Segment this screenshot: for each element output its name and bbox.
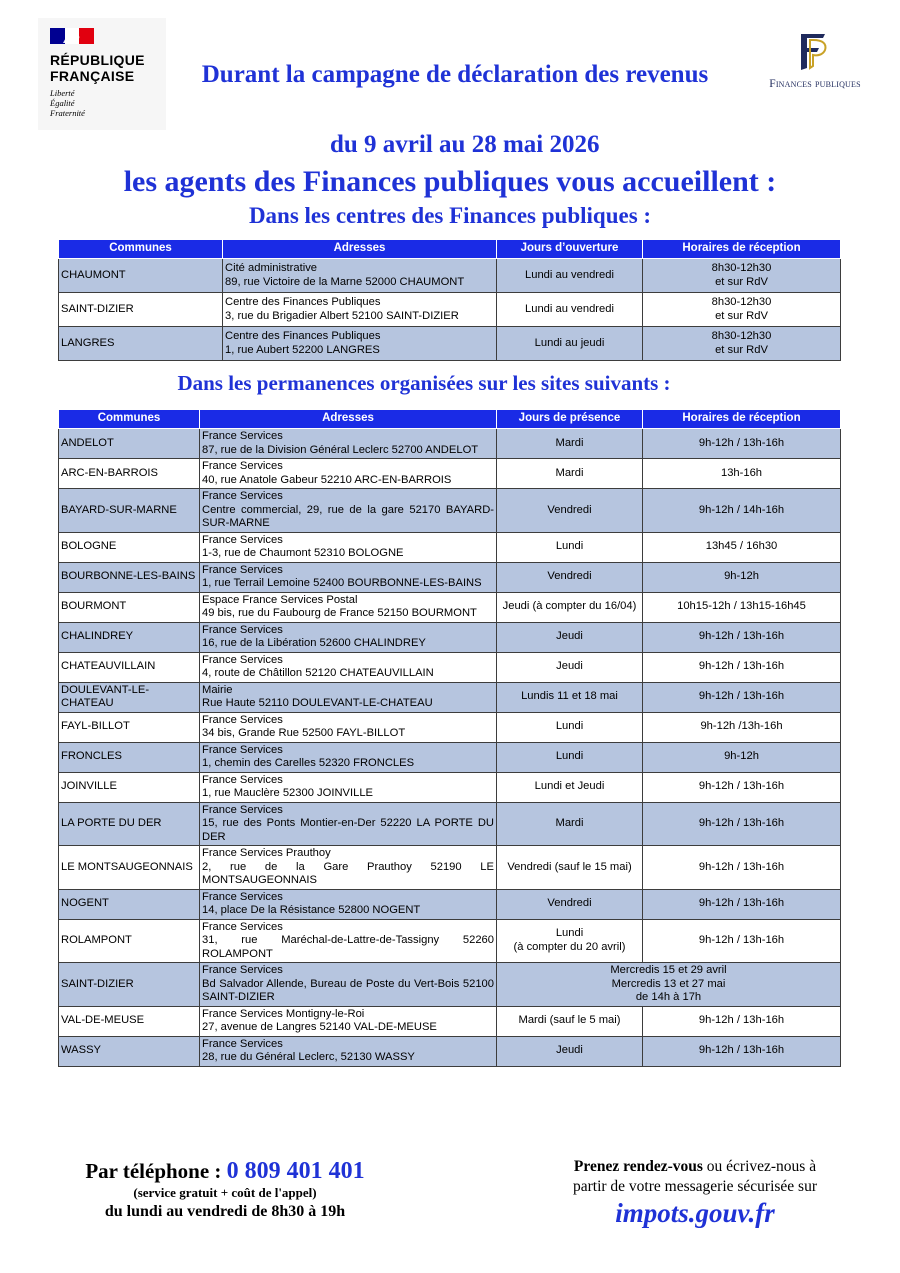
permanences-table (58, 409, 841, 1067)
hours-cell: 9h-12h / 13h-16h (643, 622, 841, 652)
table-row (59, 429, 841, 459)
address-cell (200, 682, 497, 712)
days-line: Mardi (sauf le 5 mai) (518, 1014, 621, 1027)
address-cell (200, 919, 497, 963)
address-line: France Services Montigny-le-Roi (202, 1007, 365, 1020)
table-row (59, 652, 841, 682)
address-line: 34 bis, Grande Rue 52500 FAYL-BILLOT (202, 727, 406, 739)
address-line: Centre des Finances Publiques (225, 330, 381, 342)
column-header-jours: Jours de présence (497, 410, 643, 429)
address-line: 4, route de Châtillon 52120 CHATEAUVILLAIN (202, 667, 434, 679)
address-line: 1, rue Aubert 52200 LANGRES (225, 343, 380, 356)
hours-cell: 9h-12h (643, 742, 841, 772)
commune-cell: VAL-DE-MEUSE (59, 1006, 200, 1036)
days-cell (497, 682, 643, 712)
days-line: Mardi (555, 466, 584, 479)
days-line: Vendredi (547, 503, 592, 516)
address-line: France Services (202, 713, 283, 726)
address-line: 3, rue du Brigadier Albert 52100 SAINT-DIZIER (225, 309, 459, 322)
column-header-horaires: Horaires de réception (643, 240, 841, 259)
table-row (59, 562, 841, 592)
days-cell (497, 889, 643, 919)
address-line: 31, rue Maréchal-de-Lattre-de-Tassigny 52260 ROLAMPONT (202, 934, 494, 960)
days-cell: Lundi au vendredi (497, 259, 643, 293)
address-line: France Services (202, 563, 283, 576)
website-link[interactable]: impots.gouv.fr (615, 1198, 775, 1228)
days-cell (497, 712, 643, 742)
days-cell (497, 919, 643, 963)
days-cell (497, 562, 643, 592)
table-row (59, 293, 841, 327)
commune-cell: CHALINDREY (59, 622, 200, 652)
table-row (59, 889, 841, 919)
table-row (59, 712, 841, 742)
table-header-row (59, 410, 841, 429)
section-title-permanences: Dans les permanences organisées sur les sites suivants : (177, 371, 671, 395)
commune-cell: LE MONTSAUGEONNAIS (59, 846, 200, 890)
address-cell (200, 742, 497, 772)
schedule-line: de 14h à 17h (635, 991, 702, 1003)
phone-hours: du lundi au vendredi de 8h30 à 19h (104, 1203, 346, 1220)
column-header-adresses: Adresses (200, 410, 497, 429)
table-row (59, 489, 841, 533)
hours-cell: 9h-12h / 13h-16h (643, 1036, 841, 1066)
address-line: France Services (202, 964, 283, 976)
address-line: 89, rue Victoire de la Marne 52000 CHAUMONT (225, 275, 465, 288)
hours-cell: 9h-12h / 13h-16h (643, 1006, 841, 1036)
hours-cell (643, 259, 841, 293)
address-line: 40, rue Anatole Gabeur 52210 ARC-EN-BARROIS (202, 473, 452, 486)
address-line: 1, rue Mauclère 52300 JOINVILLE (202, 787, 374, 799)
days-line: Lundi (555, 927, 584, 940)
address-line: 1, rue Terrail Lemoine 52400 BOURBONNE-LES-BAINS (202, 577, 482, 589)
days-line: Jeudi (à compter du 16/04) (502, 600, 637, 613)
hours-cell: 9h-12h / 14h-16h (643, 489, 841, 533)
address-line: France Services (202, 1037, 283, 1050)
marianne-flag-icon (50, 28, 94, 44)
address-line: 14, place De la Résistance 52800 NOGENT (202, 904, 421, 916)
phone-label: Par téléphone : (85, 1159, 222, 1183)
days-cell (497, 772, 643, 802)
hours-cell: 9h-12h / 13h-16h (643, 652, 841, 682)
hours-cell: 9h-12h (643, 562, 841, 592)
table-row (59, 1006, 841, 1036)
commune-cell: JOINVILLE (59, 772, 200, 802)
hours-cell: 9h-12h / 13h-16h (643, 429, 841, 459)
address-line: 27, avenue de Langres 52140 VAL-DE-MEUSE (202, 1021, 437, 1033)
address-cell (200, 429, 497, 459)
address-line: 2, rue de la Gare Prauthoy 52190 LE MONTSAUGEONNAIS (202, 860, 494, 886)
table-row (59, 592, 841, 622)
commune-cell: CHAUMONT (59, 259, 223, 293)
commune-cell: BOLOGNE (59, 532, 200, 562)
rdv-line2: partir de votre messagerie sécurisée sur (572, 1178, 818, 1195)
days-line: Mardi (555, 817, 584, 829)
hours-line: et sur RdV (715, 309, 768, 322)
address-cell (200, 712, 497, 742)
rf-title: RÉPUBLIQUE FRANÇAISE (50, 52, 145, 84)
table-row (59, 802, 841, 846)
address-line: France Services (202, 490, 283, 502)
address-line: France Services (202, 460, 283, 472)
hours-cell: 9h-12h / 13h-16h (643, 889, 841, 919)
commune-cell: LANGRES (59, 327, 223, 361)
commune-cell: SAINT-DIZIER (59, 293, 223, 327)
days-line: Lundis 11 et 18 mai (521, 690, 618, 703)
address-line: Mairie (202, 683, 233, 696)
commune-cell: CHATEAUVILLAIN (59, 652, 200, 682)
address-line: 16, rue de la Libération 52600 CHALINDREY (202, 637, 426, 649)
table-row (59, 846, 841, 890)
table-row (59, 459, 841, 489)
days-cell (497, 532, 643, 562)
address-cell (200, 963, 497, 1007)
hours-line: 8h30-12h30 (711, 296, 772, 308)
hours-line: 8h30-12h30 (711, 330, 772, 342)
table-row (59, 259, 841, 293)
table-row (59, 682, 841, 712)
hours-cell: 9h-12h / 13h-16h (643, 802, 841, 846)
hours-line: 8h30-12h30 (711, 262, 772, 274)
commune-cell: SAINT-DIZIER (59, 963, 200, 1007)
address-line: Espace France Services Postal (202, 593, 358, 606)
hours-cell (643, 293, 841, 327)
headline-welcome: les agents des Finances publiques vous accueillent : (123, 165, 777, 198)
address-line: France Services (202, 653, 283, 666)
address-cell (200, 1006, 497, 1036)
address-line: 1-3, rue de Chaumont 52310 BOLOGNE (202, 547, 404, 559)
address-line: France Services Prauthoy (202, 847, 331, 859)
address-cell (200, 1036, 497, 1066)
days-cell (497, 652, 643, 682)
schedule-line: Mercredis 13 et 27 mai (611, 977, 726, 990)
phone-note: (service gratuit + coût de l'appel) (133, 1185, 317, 1200)
finances-publiques-text: Finances publiques (769, 78, 861, 90)
days-line: Lundi (555, 540, 584, 553)
days-line: (à compter du 20 avril) (513, 940, 626, 953)
headline-campaign: Durant la campagne de déclaration des revenus (201, 61, 709, 88)
address-cell (200, 562, 497, 592)
centres-table (58, 239, 841, 361)
days-cell (497, 1036, 643, 1066)
address-line: 1, chemin des Carelles 52320 FRONCLES (202, 757, 415, 769)
hours-cell: 9h-12h / 13h-16h (643, 846, 841, 890)
column-header-adresses: Adresses (223, 240, 497, 259)
hours-line: et sur RdV (715, 275, 768, 288)
commune-cell: ANDELOT (59, 429, 200, 459)
address-line: 15, rue des Ponts Montier-en-Der 52220 LA PORTE DU DER (202, 817, 494, 843)
days-cell (497, 846, 643, 890)
days-cell (497, 1006, 643, 1036)
days-line: Mardi (555, 436, 584, 449)
hours-cell: 13h45 / 16h30 (643, 532, 841, 562)
days-line: Jeudi (556, 660, 583, 673)
commune-cell: ARC-EN-BARROIS (59, 459, 200, 489)
commune-cell: BAYARD-SUR-MARNE (59, 489, 200, 533)
address-cell (200, 592, 497, 622)
table-row (59, 963, 841, 1007)
address-line: France Services (202, 430, 283, 442)
republique-francaise-logo (38, 18, 166, 130)
table-row (59, 1036, 841, 1066)
address-line: Bd Salvador Allende, Bureau de Poste du Vert-Bois 52100 SAINT-DIZIER (202, 977, 494, 1003)
headline-dates: du 9 avril au 28 mai 2026 (330, 131, 600, 158)
days-cell (497, 459, 643, 489)
table-row (59, 622, 841, 652)
days-line: Lundi (555, 720, 584, 733)
address-cell (200, 622, 497, 652)
address-line: Rue Haute 52110 DOULEVANT-LE-CHATEAU (202, 697, 433, 709)
hours-cell: 9h-12h / 13h-16h (643, 682, 841, 712)
address-cell (200, 459, 497, 489)
table-header-row (59, 240, 841, 259)
hours-cell: 9h-12h / 13h-16h (643, 919, 841, 963)
address-cell (200, 532, 497, 562)
address-line: France Services (202, 623, 283, 636)
days-line: Lundi et Jeudi (534, 780, 605, 793)
table-row (59, 772, 841, 802)
table-row (59, 532, 841, 562)
address-cell (200, 652, 497, 682)
commune-cell: ROLAMPONT (59, 919, 200, 963)
address-cell (200, 489, 497, 533)
address-cell (223, 259, 497, 293)
address-line: Cité administrative (225, 262, 318, 274)
address-cell (200, 846, 497, 890)
commune-cell: FRONCLES (59, 742, 200, 772)
days-cell (497, 489, 643, 533)
address-line: Centre commercial, 29, rue de la gare 52170 BAYARD-SUR-MARNE (202, 503, 494, 529)
hours-cell: 9h-12h / 13h-16h (643, 772, 841, 802)
column-header-horaires: Horaires de réception (643, 410, 841, 429)
address-line: France Services (202, 890, 283, 903)
commune-cell: FAYL-BILLOT (59, 712, 200, 742)
days-cell: Lundi au jeudi (497, 327, 643, 361)
commune-cell: LA PORTE DU DER (59, 802, 200, 846)
phone-number[interactable]: 0 809 401 401 (226, 1158, 365, 1184)
address-line: 87, rue de la Division Général Leclerc 52700 ANDELOT (202, 443, 479, 456)
column-header-jours: Jours d’ouverture (497, 240, 643, 259)
address-line: France Services (202, 920, 283, 933)
phone-line (60, 1157, 390, 1185)
hours-line: et sur RdV (715, 343, 768, 356)
days-line: Vendredi (547, 570, 592, 583)
commune-cell: WASSY (59, 1036, 200, 1066)
days-cell (497, 592, 643, 622)
address-cell (223, 327, 497, 361)
rf-motto: Liberté Égalité Fraternité (50, 88, 85, 118)
table-row (59, 742, 841, 772)
merged-schedule-cell (497, 963, 841, 1007)
commune-cell: NOGENT (59, 889, 200, 919)
hours-cell (643, 327, 841, 361)
commune-cell: DOULEVANT-LE-CHATEAU (59, 682, 200, 712)
address-line: France Services (202, 773, 283, 786)
hours-cell: 9h-12h /13h-16h (643, 712, 841, 742)
column-header-communes: Communes (59, 240, 223, 259)
address-line: 28, rue du Général Leclerc, 52130 WASSY (202, 1051, 415, 1063)
days-line: Vendredi (sauf le 15 mai) (507, 860, 632, 873)
finances-publiques-mark-icon (793, 30, 833, 72)
days-line: Jeudi (556, 1044, 583, 1057)
days-cell (497, 429, 643, 459)
address-cell (200, 802, 497, 846)
table-row (59, 327, 841, 361)
days-line: Jeudi (556, 630, 583, 643)
days-cell (497, 622, 643, 652)
rdv-line1 (540, 1157, 850, 1177)
address-line: 49 bis, rue du Faubourg de France 52150 BOURMONT (202, 607, 477, 619)
address-line: France Services (202, 803, 283, 816)
commune-cell: BOURBONNE-LES-BAINS (59, 562, 200, 592)
address-line: Centre des Finances Publiques (225, 296, 381, 308)
address-cell (200, 772, 497, 802)
column-header-communes: Communes (59, 410, 200, 429)
days-cell: Lundi au vendredi (497, 293, 643, 327)
table-row (59, 919, 841, 963)
days-line: Lundi (555, 750, 584, 763)
address-line: France Services (202, 533, 283, 546)
rdv-rest: ou écrivez-nous à (702, 1158, 817, 1175)
hours-cell: 10h15-12h / 13h15-16h45 (643, 592, 841, 622)
hours-cell: 13h-16h (643, 459, 841, 489)
finances-publiques-logo (745, 30, 885, 100)
commune-cell: BOURMONT (59, 592, 200, 622)
days-line: Vendredi (547, 897, 592, 910)
rdv-bold: Prenez rendez-vous (573, 1158, 703, 1175)
address-line: France Services (202, 743, 283, 756)
section-title-centres: Dans les centres des Finances publiques : (248, 203, 652, 228)
address-cell (200, 889, 497, 919)
schedule-line: Mercredis 15 et 29 avril (610, 964, 727, 976)
days-cell (497, 742, 643, 772)
days-cell (497, 802, 643, 846)
address-cell (223, 293, 497, 327)
